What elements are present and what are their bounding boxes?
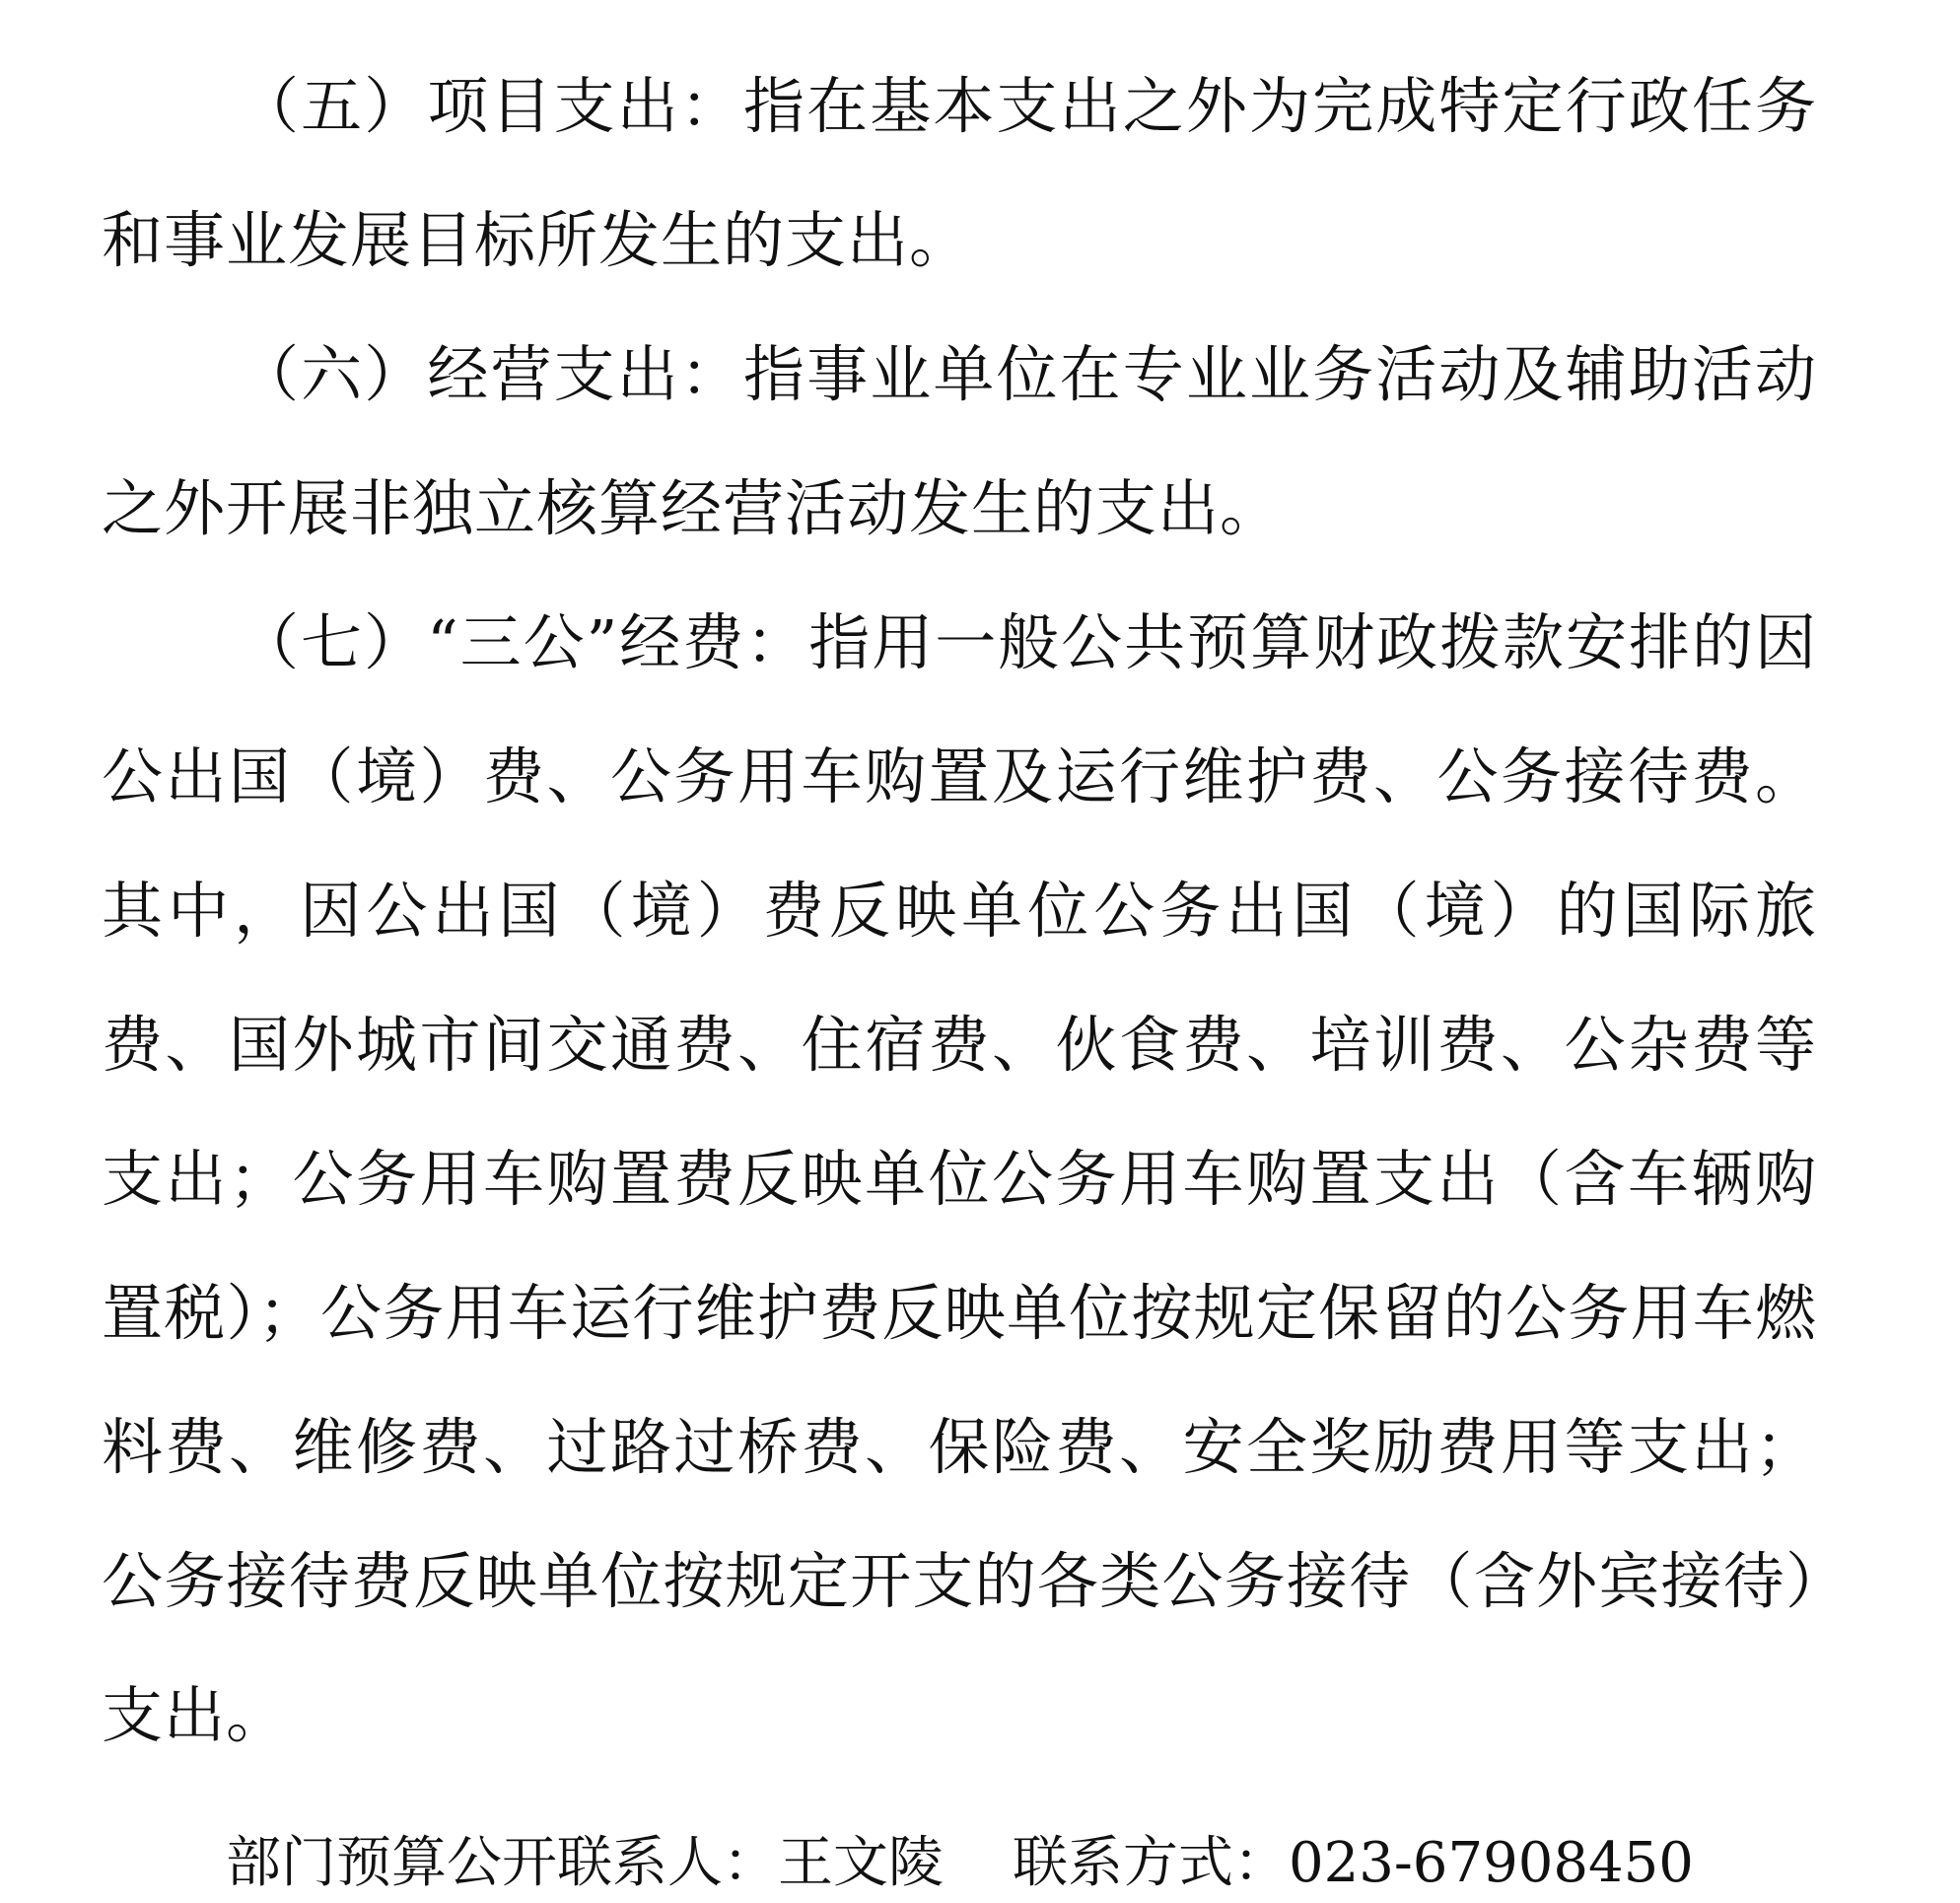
document-page: [102, 39, 1817, 1903]
paragraph-operating-expenditure: （六）经营支出：指事业单位在专业业务活动及辅助活动之外开展非独立核算经营活动发生的支出。: [102, 338, 1817, 544]
contact-method-label: 联系方式：: [1013, 1831, 1289, 1895]
contact-person-label: 部门预算公开联系人：: [226, 1831, 778, 1895]
paragraph-project-expenditure: （五）项目支出：指在基本支出之外为完成特定行政任务和事业发展目标所发生的支出。: [102, 70, 1817, 276]
contact-person-name: 王文陵: [778, 1831, 944, 1895]
contact-phone: 023-67908450: [1289, 1831, 1694, 1895]
contact-line: [226, 1824, 1817, 1903]
paragraph-three-public-funds: （七）“三公”经费：指用一般公共预算财政拨款安排的因公出国（境）费、公务用车购置及运行维护费、公务接待费。其中，因公出国（境）费反映单位公务出国（境）的国际旅费、国外城市间交通费、住宿费、伙食费、培训费、公杂费等支出；公务用车购置费反映单位公务用车购置支出（含车辆购置税）；公务用车运行维护费反映单位按规定保留的公务用车燃料费、维修费、过路过桥费、保险费、安全奖励费用等支出；公务接待费反映单位按规定开支的各类公务接待（含外宾接待）支出。: [102, 606, 1817, 1751]
